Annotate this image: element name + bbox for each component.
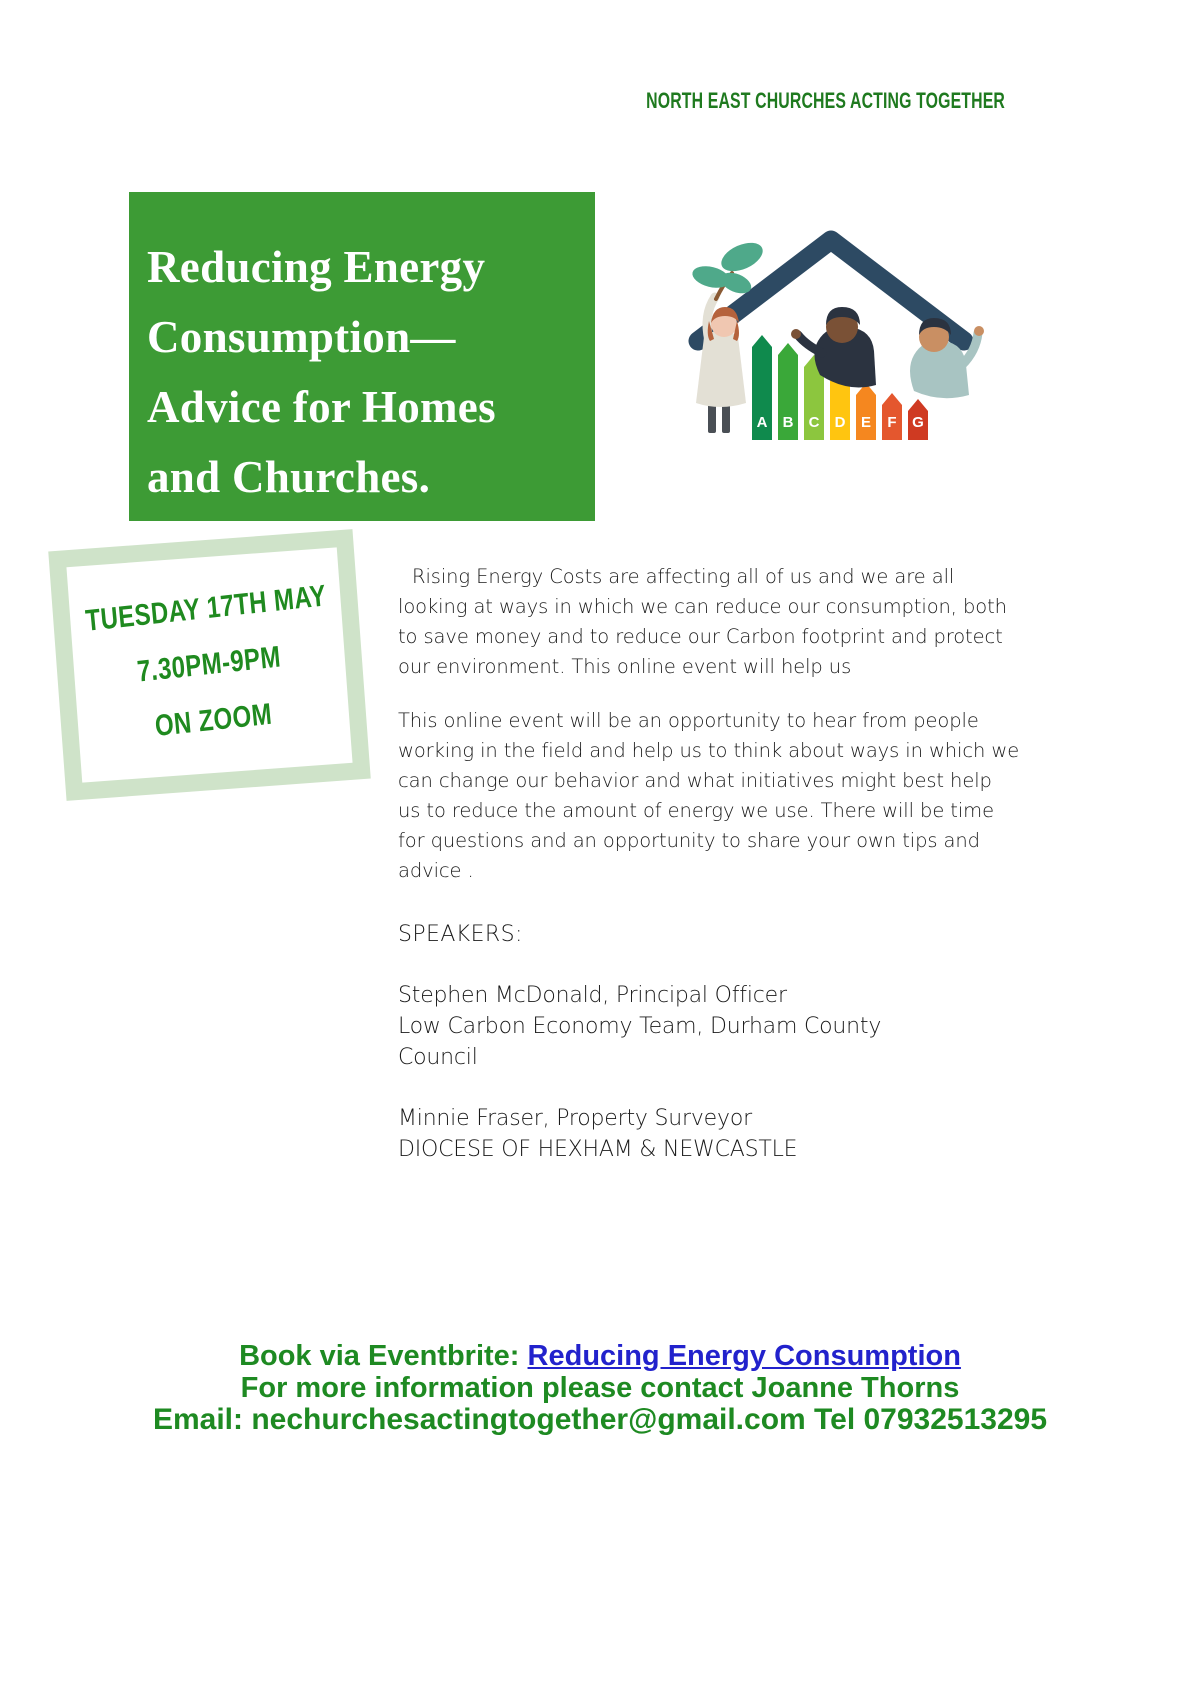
energy-bar-label-c: C bbox=[808, 414, 820, 431]
speaker-entry bbox=[398, 1103, 1020, 1165]
event-date: TUESDAY 17TH MAY bbox=[83, 579, 328, 638]
energy-bar-label-a: A bbox=[756, 414, 768, 431]
speaker-entry bbox=[398, 980, 1020, 1073]
speakers-heading: SPEAKERS: bbox=[398, 922, 523, 947]
body-paragraph-1: Rising Energy Costs are affecting all of us and we are all looking at ways in which we can reduce our consumption, both to save money and to reduce our Carbon footprint and protect our environment. This online event will help us bbox=[398, 565, 1007, 678]
title-line-4: and Churches. bbox=[147, 452, 431, 502]
energy-bar-e bbox=[856, 383, 876, 440]
energy-house-illustration bbox=[676, 215, 986, 440]
title-line-1: Reducing Energy bbox=[147, 242, 486, 292]
email-label: Email: bbox=[152, 1403, 252, 1436]
title-line-2: Consumption— bbox=[147, 312, 456, 362]
speaker-org-cont: Council bbox=[398, 1045, 478, 1070]
person-right-icon bbox=[910, 318, 984, 398]
contact-line: For more information please contact Joanne Thorns bbox=[240, 1372, 960, 1404]
telephone-number: Tel 07932513295 bbox=[805, 1403, 1048, 1436]
speaker-org: DIOCESE OF HEXHAM & NEWCASTLE bbox=[398, 1137, 798, 1162]
energy-bar-label-g: G bbox=[912, 414, 924, 431]
energy-bar-label-b: B bbox=[782, 414, 794, 431]
email-tel-line bbox=[0, 1404, 1200, 1436]
poster-title bbox=[147, 232, 561, 512]
booking-prefix: Book via Eventbrite: bbox=[239, 1340, 528, 1372]
energy-bar-label-f: F bbox=[887, 414, 897, 431]
speaker-name: Minnie Fraser, Property Surveyor bbox=[398, 1106, 752, 1131]
booking-line bbox=[0, 1340, 1200, 1372]
energy-bar-label-e: E bbox=[860, 414, 872, 431]
event-time: 7.30PM-9PM bbox=[136, 640, 283, 689]
booking-footer bbox=[0, 1340, 1200, 1436]
energy-bar-label-d: D bbox=[834, 414, 846, 431]
speaker-org: Low Carbon Economy Team, Durham County bbox=[398, 1014, 882, 1039]
event-date-card bbox=[48, 529, 370, 801]
organisation-name: NORTH EAST CHURCHES ACTING TOGETHER bbox=[646, 88, 1005, 113]
poster-title-block bbox=[129, 192, 595, 521]
title-line-3: Advice for Homes bbox=[147, 382, 496, 432]
email-address[interactable]: nechurchesactingtogether@gmail.com bbox=[251, 1403, 806, 1436]
person-middle-icon bbox=[791, 307, 876, 387]
event-platform: ON ZOOM bbox=[153, 697, 274, 743]
eventbrite-link[interactable]: Reducing Energy Consumption bbox=[527, 1340, 961, 1372]
speaker-name: Stephen McDonald, Principal Officer bbox=[398, 983, 787, 1008]
poster-body bbox=[398, 562, 1020, 1195]
body-paragraph-2: This online event will be an opportunity to hear from people working in the field and help us to think about ways in which we can change our behavior and what initiatives might best help us to reduce the amount of energy we use. There will be time for questions and an opportunity to share your own tips and advice . bbox=[398, 709, 1020, 882]
